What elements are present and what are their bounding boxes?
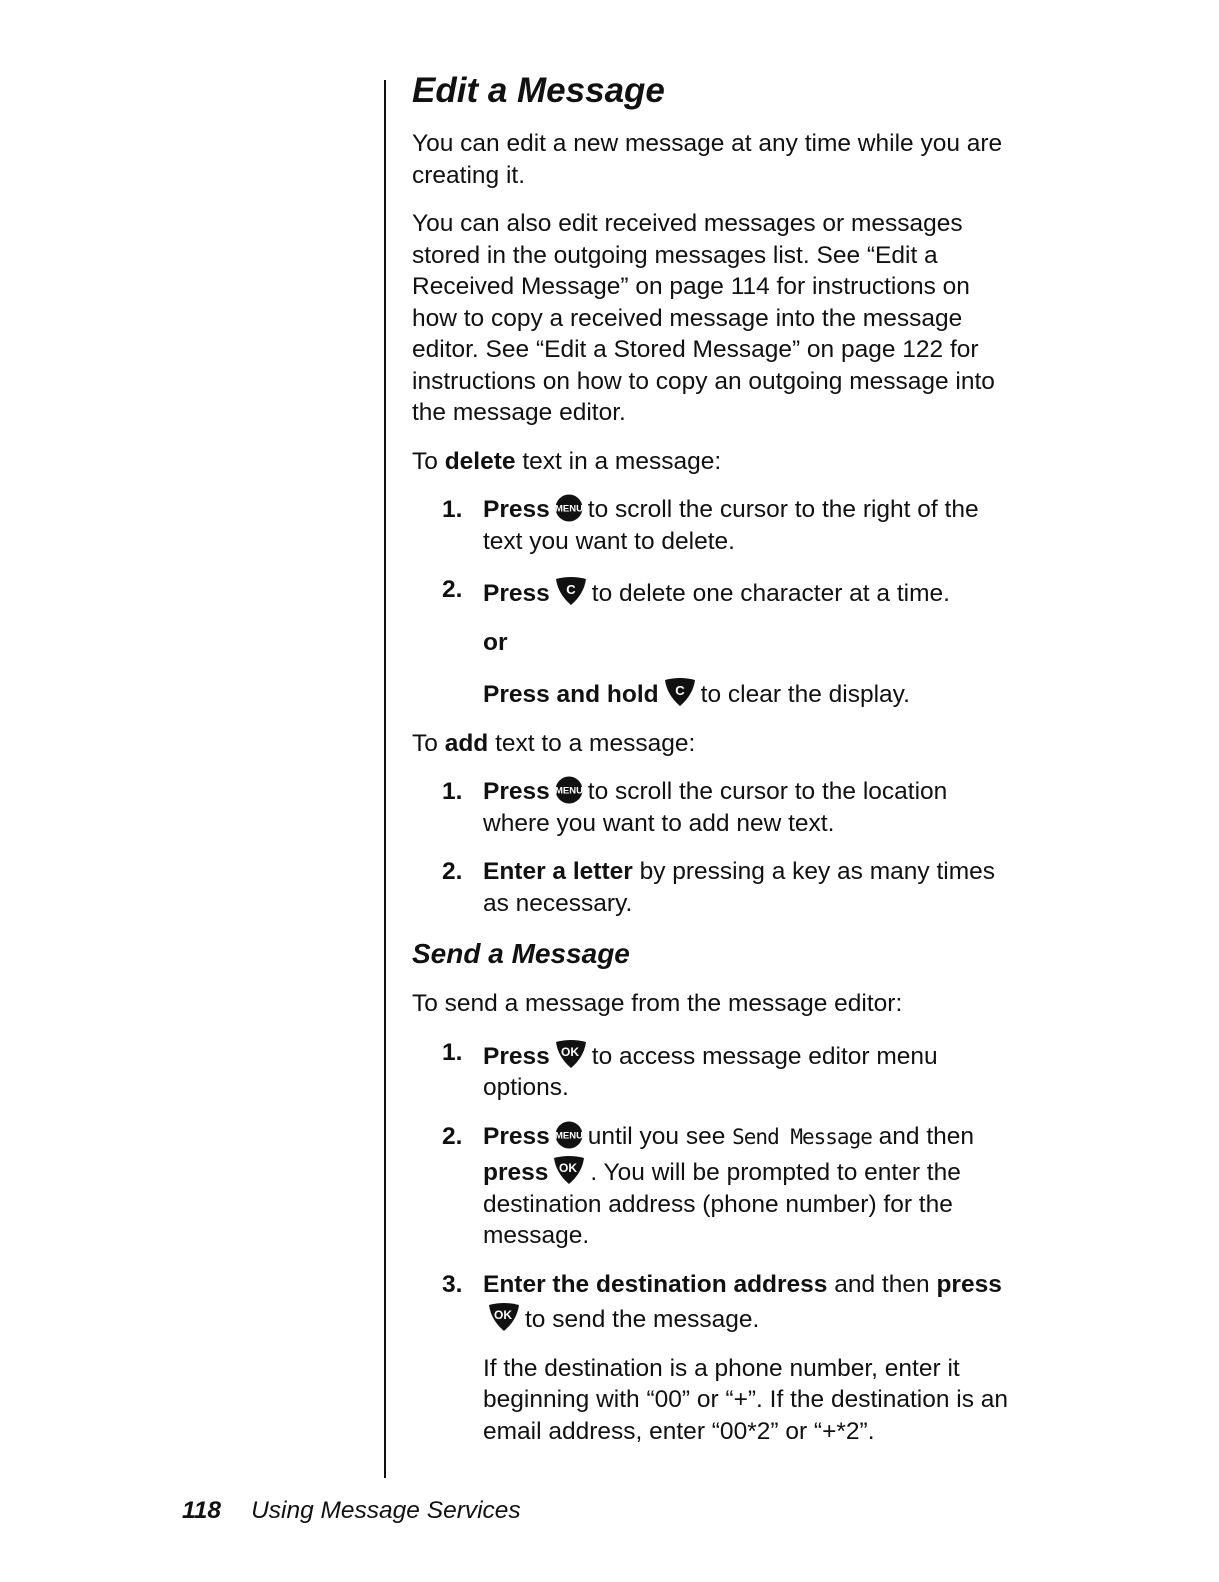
page-number: 118	[182, 1497, 222, 1524]
footer-chapter-title: Using Message Services	[251, 1497, 521, 1524]
ok-key-icon	[552, 1153, 586, 1185]
svg-text:OK: OK	[559, 1161, 578, 1175]
lcd-send-message: Send Message	[732, 1124, 872, 1149]
margin-rule	[384, 80, 386, 1478]
send-step-2: 2. Press MENU until you see Send Message and then press OK . You will be prompted to enter the destination address (phone number) for the message.	[442, 1122, 975, 1249]
section-title: Edit a Message	[412, 71, 665, 110]
delete-intro: To delete text in a message:	[412, 447, 722, 475]
or-label: or	[483, 628, 508, 656]
destination-note: If the destination is a phone number, enter it beginning with “00” or “+”. If the destination is an email address, enter “00*2” or “+*2”.	[483, 1354, 1009, 1445]
add-intro: To add text to a message:	[412, 729, 696, 757]
delete-step-1: 1. Press MENU to scroll the cursor to the right of the text you want to delete.	[442, 496, 979, 555]
svg-text:C: C	[566, 582, 576, 597]
svg-text:MENU: MENU	[554, 785, 583, 797]
send-section-title: Send a Message	[412, 938, 630, 969]
page-footer	[182, 1495, 521, 1527]
clear-key-icon	[663, 675, 697, 707]
add-step-2: 2. Enter a letter by pressing a key as many times as necessary.	[442, 858, 995, 917]
page-content	[412, 70, 1012, 1464]
clear-key-icon	[554, 574, 588, 606]
svg-text:MENU: MENU	[554, 1130, 583, 1141]
send-step-1: 1. Press OK to access message editor menu options.	[442, 1038, 938, 1101]
svg-text:OK: OK	[560, 1044, 579, 1059]
edit-received-paragraph: You can also edit received messages or messages stored in the outgoing messages list. See “Edit a Received Message” on page 114 for instructions on how to copy a received message into the message editor. See “Edit a Stored Message” on page 122 for instructions on how to copy an outgoing message into the message editor.	[412, 210, 995, 426]
menu-key-icon	[554, 776, 584, 804]
send-step-3: 3. Enter the destination address and then press OK to send the message.	[442, 1270, 1002, 1333]
intro-paragraph: You can edit a new message at any time while you are creating it.	[412, 130, 1003, 189]
svg-text:MENU: MENU	[554, 503, 583, 515]
menu-key-icon	[554, 1121, 584, 1149]
delete-step-2: 2. Press C to delete one character at a time.	[442, 576, 950, 607]
ok-key-icon	[487, 1300, 521, 1332]
delete-hold-step: Press and hold C to clear the display.	[412, 675, 1012, 711]
menu-key-icon	[554, 494, 584, 522]
svg-text:C: C	[674, 683, 685, 698]
send-intro: To send a message from the message editor:	[412, 990, 903, 1017]
add-step-1: 1. Press MENU to scroll the cursor to the location where you want to add new text.	[442, 778, 948, 837]
ok-key-icon	[554, 1037, 588, 1069]
svg-text:OK: OK	[494, 1308, 512, 1322]
